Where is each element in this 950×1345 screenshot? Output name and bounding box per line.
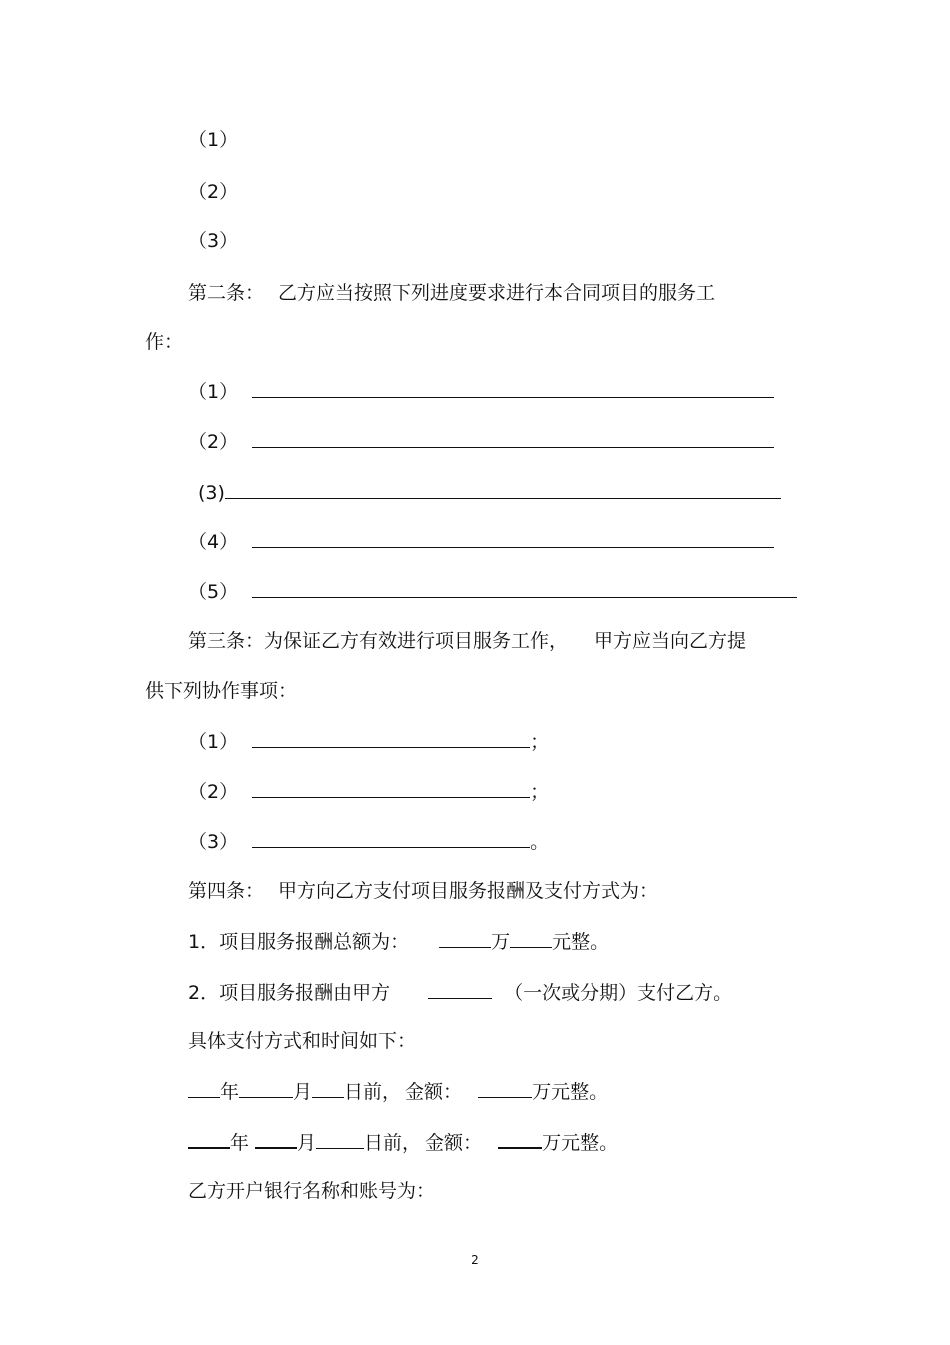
article2-line2 (145, 330, 183, 354)
year-blank[interactable] (188, 1079, 220, 1098)
article3-line1 (188, 629, 746, 653)
year-label: 年 (220, 1081, 240, 1103)
article4-bank (188, 1179, 435, 1203)
day-label: 日前， (364, 1132, 422, 1154)
article2-text: 乙方应当按照下列进度要求进行本合同项目的服务工 (278, 282, 716, 304)
article4-text: 甲方向乙方支付项目服务报酬及支付方式为： (278, 880, 659, 902)
item-end: ； (530, 781, 550, 803)
amount-wan-blank[interactable] (439, 929, 491, 948)
item-end: ； (530, 731, 550, 753)
bank-text: 乙方开户银行名称和账号为： (188, 1180, 436, 1202)
item-label: （1） (188, 129, 239, 151)
fill-blank[interactable] (252, 779, 530, 798)
item-label: （4） (188, 531, 239, 553)
page-number: 2 (471, 1253, 479, 1267)
article2-item-3 (198, 480, 781, 505)
amount-yuan-blank[interactable] (510, 929, 552, 948)
wan-label: 万 (491, 931, 511, 953)
article3-heading: 第三条： (188, 630, 265, 652)
fill-blank[interactable] (225, 480, 781, 499)
fill-blank[interactable] (252, 429, 774, 448)
article2-item-1 (188, 379, 774, 404)
fill-blank[interactable] (252, 729, 530, 748)
amount-end: 万元整。 (542, 1132, 619, 1154)
article4-item1 (188, 929, 609, 954)
item-label: (3) (198, 482, 225, 504)
article3-text-a: 为保证乙方有效进行项目服务工作， (264, 630, 569, 652)
month-label: 月 (293, 1081, 313, 1103)
item-label: （5） (188, 581, 239, 603)
article3-item-2 (188, 779, 549, 804)
item-label: （3） (188, 831, 239, 853)
item-label: （2） (188, 181, 239, 203)
article3-text-b: 甲方应当向乙方提 (594, 630, 747, 652)
article2-text-cont: 作： (145, 331, 184, 353)
item-end: （一次或分期）支付乙方。 (504, 982, 733, 1004)
article3-line2 (145, 679, 297, 703)
item-label: （2） (188, 431, 239, 453)
amount-label: 金额： (425, 1132, 483, 1154)
month-label: 月 (297, 1132, 317, 1154)
item-text: 项目服务报酬总额为： (219, 931, 410, 953)
article2-heading: 第二条： (188, 282, 265, 304)
article4-line1 (188, 879, 658, 903)
article2-item-4 (188, 529, 774, 554)
schedule-row-1 (188, 1079, 608, 1104)
day-blank[interactable] (316, 1130, 364, 1149)
item-label: （3） (188, 230, 239, 252)
item-label: （2） (188, 781, 239, 803)
article4-method (188, 1029, 416, 1053)
item-end: 元整。 (552, 931, 610, 953)
article2-item-5 (188, 579, 797, 604)
item-label: （1） (188, 731, 239, 753)
article1-item-2 (188, 180, 238, 204)
fill-blank[interactable] (252, 579, 797, 598)
amount-end: 万元整。 (532, 1081, 609, 1103)
article2-item-2 (188, 429, 774, 454)
article4-item2 (188, 980, 732, 1005)
month-blank[interactable] (239, 1079, 293, 1098)
year-blank[interactable] (188, 1129, 230, 1149)
article3-item-3 (188, 829, 549, 854)
amount-label: 金额： (405, 1081, 463, 1103)
item-num: 1． (188, 931, 220, 953)
amount-blank[interactable] (478, 1079, 532, 1098)
item-text: 项目服务报酬由甲方 (219, 982, 391, 1004)
item-end: 。 (530, 831, 550, 853)
article1-item-3 (188, 229, 238, 253)
item-label: （1） (188, 381, 239, 403)
year-label: 年 (230, 1132, 250, 1154)
article3-text-cont: 供下列协作事项： (145, 680, 298, 702)
article2-line1 (188, 281, 715, 305)
day-label: 日前， (344, 1081, 402, 1103)
schedule-row-2 (188, 1129, 618, 1155)
article4-heading: 第四条： (188, 880, 265, 902)
article1-item-1 (188, 128, 238, 152)
amount-blank[interactable] (498, 1129, 542, 1149)
article3-item-1 (188, 729, 549, 754)
fill-blank[interactable] (252, 379, 774, 398)
fill-blank[interactable] (252, 529, 774, 548)
payment-mode-blank[interactable] (428, 980, 492, 999)
item-num: 2． (188, 982, 220, 1004)
method-text: 具体支付方式和时间如下： (188, 1030, 417, 1052)
month-blank[interactable] (255, 1129, 297, 1149)
day-blank[interactable] (312, 1079, 344, 1098)
fill-blank[interactable] (252, 829, 530, 848)
